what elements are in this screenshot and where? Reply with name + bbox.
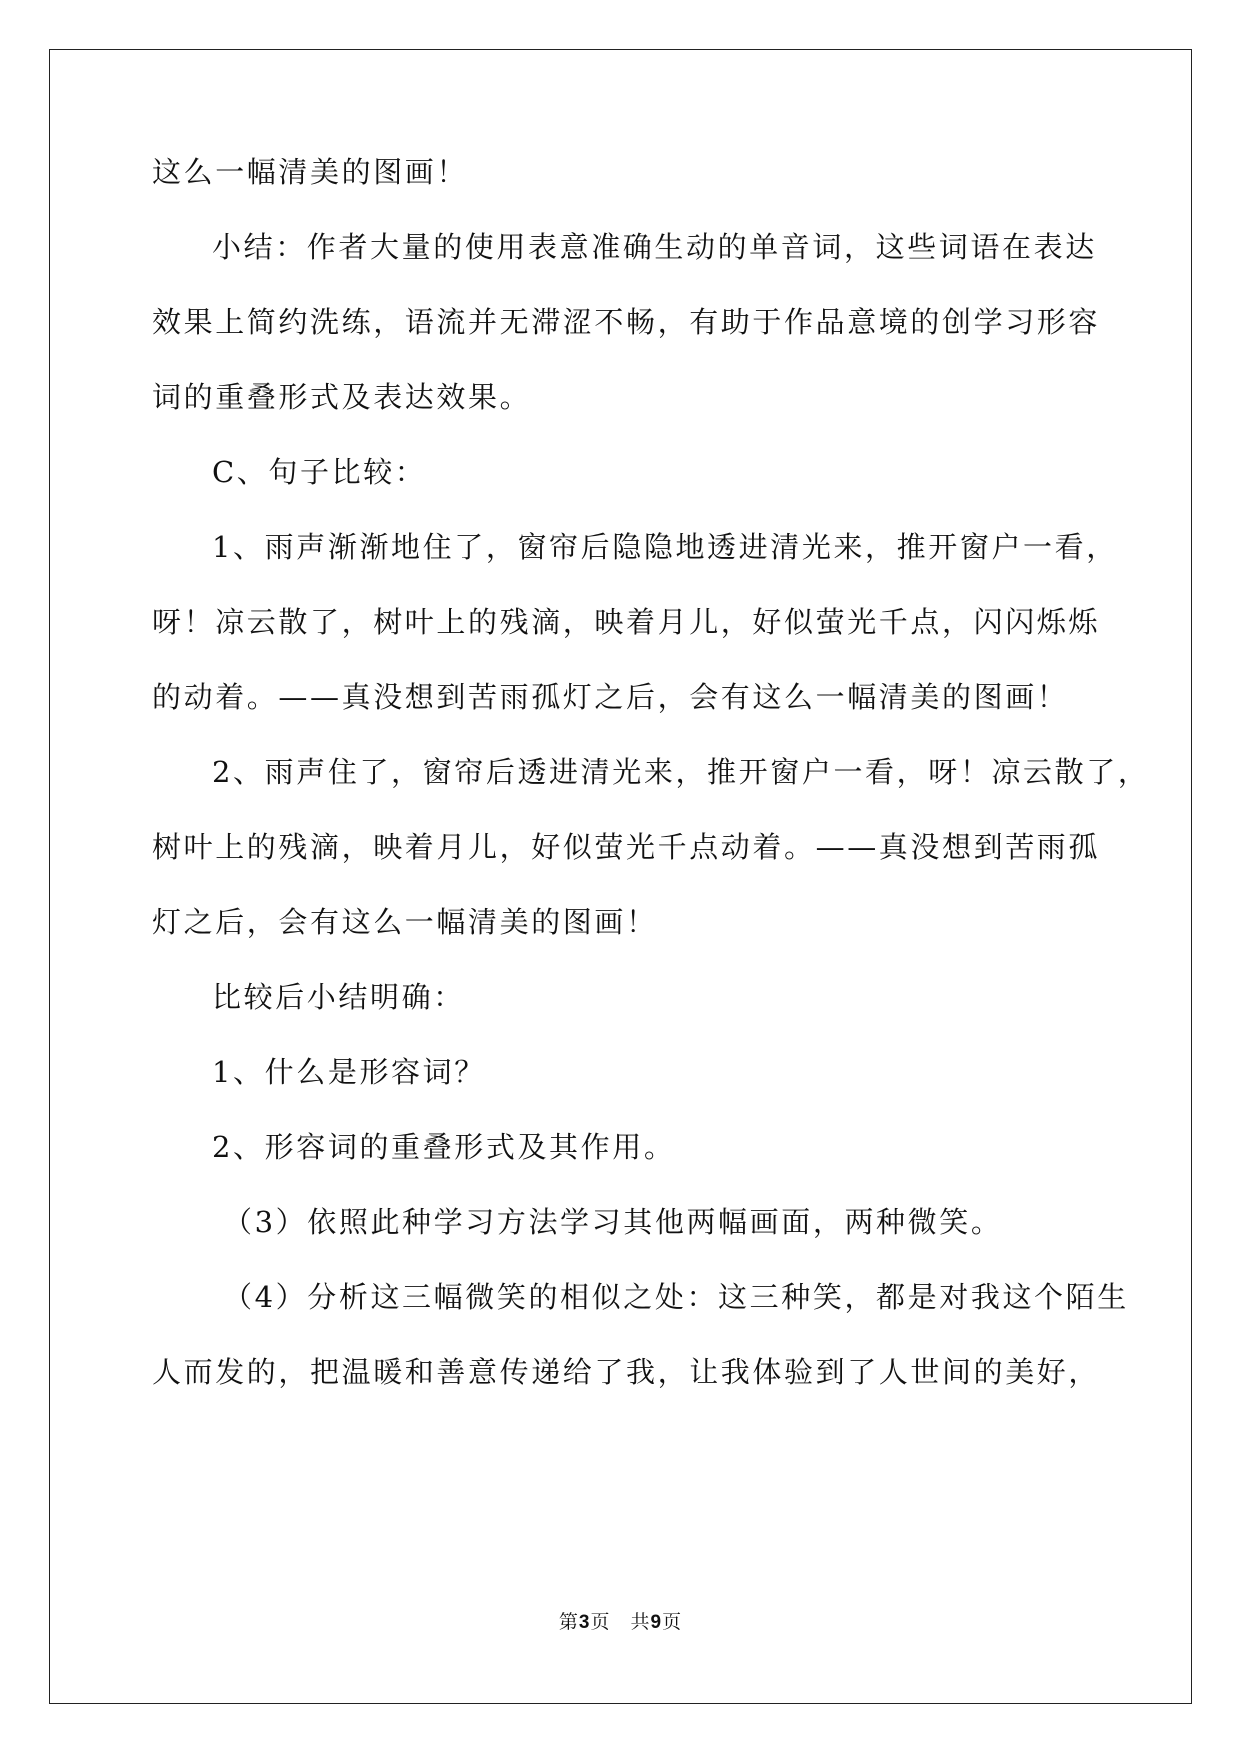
- page-border: [49, 49, 1192, 1704]
- text-line: 比较后小结明确：: [212, 980, 465, 1014]
- text-line: 人而发的，把温暖和善意传递给了我，让我体验到了人世间的美好，: [152, 1355, 1101, 1389]
- text-line: （3）依照此种学习方法学习其他两幅画面，两种微笑。: [223, 1205, 1003, 1239]
- text-line: （4）分析这三幅微笑的相似之处：这三种笑，都是对我这个陌生: [223, 1280, 1129, 1314]
- footer-prefix: 第: [558, 1611, 579, 1633]
- page-footer: [0, 1610, 1241, 1635]
- text-line: 2、雨声住了，窗帘后透进清光来，推开窗户一看，呀！凉云散了，: [212, 755, 1150, 789]
- footer-suffix: 页: [662, 1611, 683, 1633]
- text-line: 效果上简约洗练，语流并无滞涩不畅，有助于作品意境的创学习形容: [152, 305, 1101, 339]
- footer-middle: 页 共: [590, 1611, 651, 1633]
- text-line: 这么一幅清美的图画！: [152, 155, 469, 189]
- footer-total-pages: 9: [650, 1612, 663, 1633]
- text-line: 灯之后，会有这么一幅清美的图画！: [152, 905, 658, 939]
- text-line: 2、形容词的重叠形式及其作用。: [212, 1130, 676, 1164]
- text-line: C、句子比较：: [212, 455, 427, 489]
- text-line: 小结：作者大量的使用表意准确生动的单音词，这些词语在表达: [212, 230, 1097, 264]
- text-line: 呀！凉云散了，树叶上的残滴，映着月儿，好似萤光千点，闪闪烁烁: [152, 605, 1101, 639]
- footer-page-number: 3: [578, 1612, 591, 1633]
- text-line: 1、什么是形容词？: [212, 1055, 486, 1089]
- text-line: 1、雨声渐渐地住了，窗帘后隐隐地透进清光来，推开窗户一看，: [212, 530, 1118, 564]
- text-line: 树叶上的残滴，映着月儿，好似萤光千点动着。——真没想到苦雨孤: [152, 830, 1101, 864]
- text-line: 词的重叠形式及表达效果。: [152, 380, 532, 414]
- text-line: 的动着。——真没想到苦雨孤灯之后，会有这么一幅清美的图画！: [152, 680, 1069, 714]
